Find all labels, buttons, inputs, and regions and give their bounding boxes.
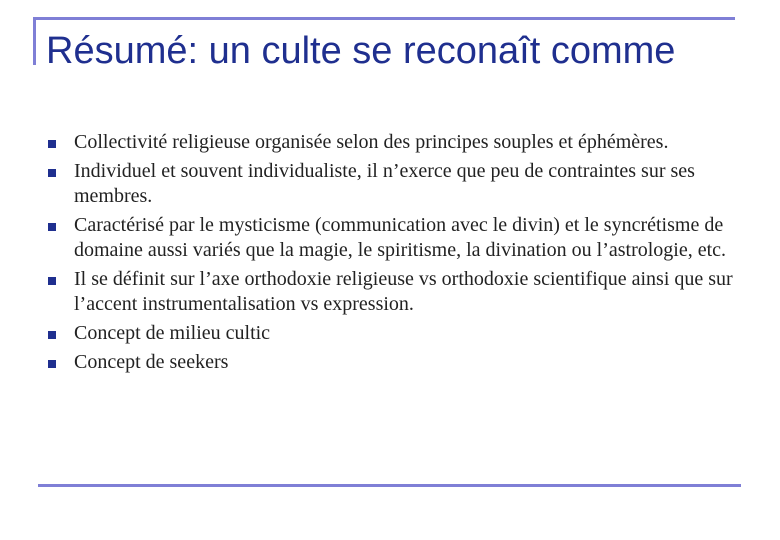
square-bullet-icon xyxy=(48,140,56,148)
bullet-item xyxy=(46,350,736,375)
square-bullet-icon xyxy=(48,360,56,368)
square-bullet-icon xyxy=(48,331,56,339)
bullet-item xyxy=(46,159,736,209)
bullet-text: Il se définit sur l’axe orthodoxie religieuse vs orthodoxie scientifique ainsi que sur l’accent instrumentalisation vs expression. xyxy=(74,268,733,315)
bullet-text: Concept de seekers xyxy=(74,351,229,373)
slide-title: Résumé: un culte se reconaît comme xyxy=(46,30,676,72)
bullet-item xyxy=(46,213,736,263)
frame-top-line xyxy=(33,17,735,20)
bullet-text: Individuel et souvent individualiste, il n’exerce que peu de contraintes sur ses membres. xyxy=(74,160,695,207)
bullet-text: Concept de milieu cultic xyxy=(74,322,271,344)
frame-bottom-line xyxy=(38,484,741,487)
bullet-item xyxy=(46,267,736,317)
bullet-item xyxy=(46,321,736,346)
bullet-item xyxy=(46,130,736,155)
bullet-text: Caractérisé par le mysticisme (communication avec le divin) et le syncrétisme de domaine aussi variés que la magie, le spiritisme, la divination ou l’astrologie, etc. xyxy=(74,214,727,261)
square-bullet-icon xyxy=(48,169,56,177)
bullet-list xyxy=(46,130,736,379)
square-bullet-icon xyxy=(48,223,56,231)
bullet-text: Collectivité religieuse organisée selon des principes souples et éphémères. xyxy=(74,131,669,153)
square-bullet-icon xyxy=(48,277,56,285)
frame-left-line xyxy=(33,17,36,65)
